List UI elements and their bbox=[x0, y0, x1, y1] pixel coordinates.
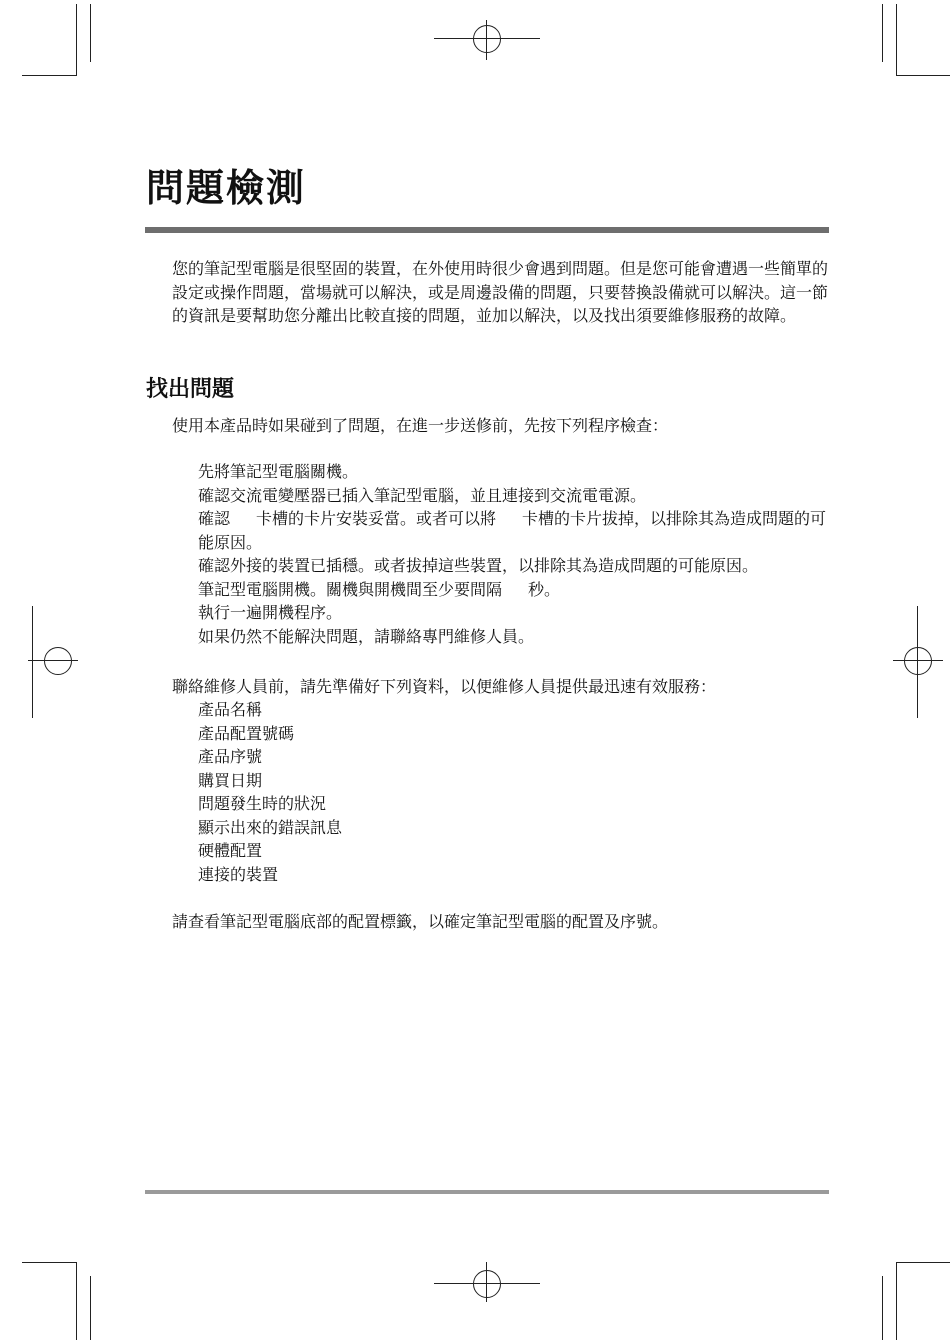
registration-circle bbox=[904, 647, 932, 675]
footer-rule bbox=[145, 1190, 829, 1194]
check-step: 如果仍然不能解決問題，請聯絡專門維修人員。 bbox=[198, 626, 535, 646]
check-step: 先將筆記型電腦關機。 bbox=[198, 462, 359, 481]
crop-mark bbox=[896, 1262, 950, 1263]
crop-mark bbox=[896, 75, 950, 76]
procedure-lead: 使用本產品時如果碰到了問題，在進一步送修前，先按下列程序檢查： bbox=[172, 416, 669, 435]
info-item: 硬體配置 bbox=[198, 841, 263, 860]
crop-mark bbox=[90, 4, 91, 62]
crop-mark bbox=[90, 1276, 91, 1340]
crop-mark bbox=[896, 1262, 897, 1340]
info-item: 產品配置號碼 bbox=[198, 723, 295, 743]
crop-mark bbox=[882, 1276, 883, 1340]
info-item: 問題發生時的狀況 bbox=[198, 794, 327, 813]
check-step: 確認交流電變壓器已插入筆記型電腦，並且連接到交流電電源。 bbox=[198, 485, 647, 505]
registration-mark bbox=[32, 606, 33, 718]
contact-lead: 聯絡維修人員前，請先準備好下列資料，以便維修人員提供最迅速有效服務： bbox=[172, 677, 717, 696]
crop-mark bbox=[76, 4, 77, 76]
check-step: 確認外接的裝置已插穩。或者拔掉這些裝置，以排除其為造成問題的可能原因。 bbox=[198, 556, 759, 575]
crop-mark bbox=[896, 4, 897, 76]
info-item: 連接的裝置 bbox=[198, 864, 279, 884]
registration-circle bbox=[44, 647, 72, 675]
registration-circle bbox=[473, 25, 501, 53]
info-items-list bbox=[198, 698, 342, 886]
crop-mark bbox=[22, 1262, 77, 1263]
crop-mark bbox=[22, 75, 77, 76]
registration-circle bbox=[473, 1270, 501, 1298]
page-title: 問題檢測 bbox=[146, 166, 307, 210]
section-heading: 找出問題 bbox=[146, 377, 235, 402]
info-item: 產品名稱 bbox=[198, 700, 263, 719]
crop-mark bbox=[882, 4, 883, 62]
check-step: 執行一遍開機程序。 bbox=[198, 603, 343, 622]
check-step: 筆記型電腦開機。關機與開機間至少要間隔 秒。 bbox=[198, 579, 561, 599]
check-step: 確認 卡槽的卡片安裝妥當。或者可以將 卡槽的卡片拔掉，以排除其為造成問題的可能原因。 bbox=[198, 509, 827, 552]
info-item: 產品序號 bbox=[198, 747, 263, 766]
crop-mark bbox=[76, 1262, 77, 1340]
title-rule bbox=[145, 227, 829, 233]
closing-paragraph: 請查看筆記型電腦底部的配置標籤，以確定筆記型電腦的配置及序號。 bbox=[172, 912, 669, 931]
info-item: 購買日期 bbox=[198, 770, 263, 790]
info-item: 顯示出來的錯誤訊息 bbox=[198, 817, 343, 837]
check-steps-list bbox=[198, 460, 830, 648]
intro-paragraph: 您的筆記型電腦是很堅固的裝置，在外使用時很少會遇到問題。但是您可能會遭遇一些簡單的設定或操作問題，當場就可以解決，或是周邊設備的問題，只要替換設備就可以解決。這一節的資訊是要幫助您分離出比較直接的問題，並加以解決，以及找出須要維修服務的故障。 bbox=[172, 259, 829, 325]
